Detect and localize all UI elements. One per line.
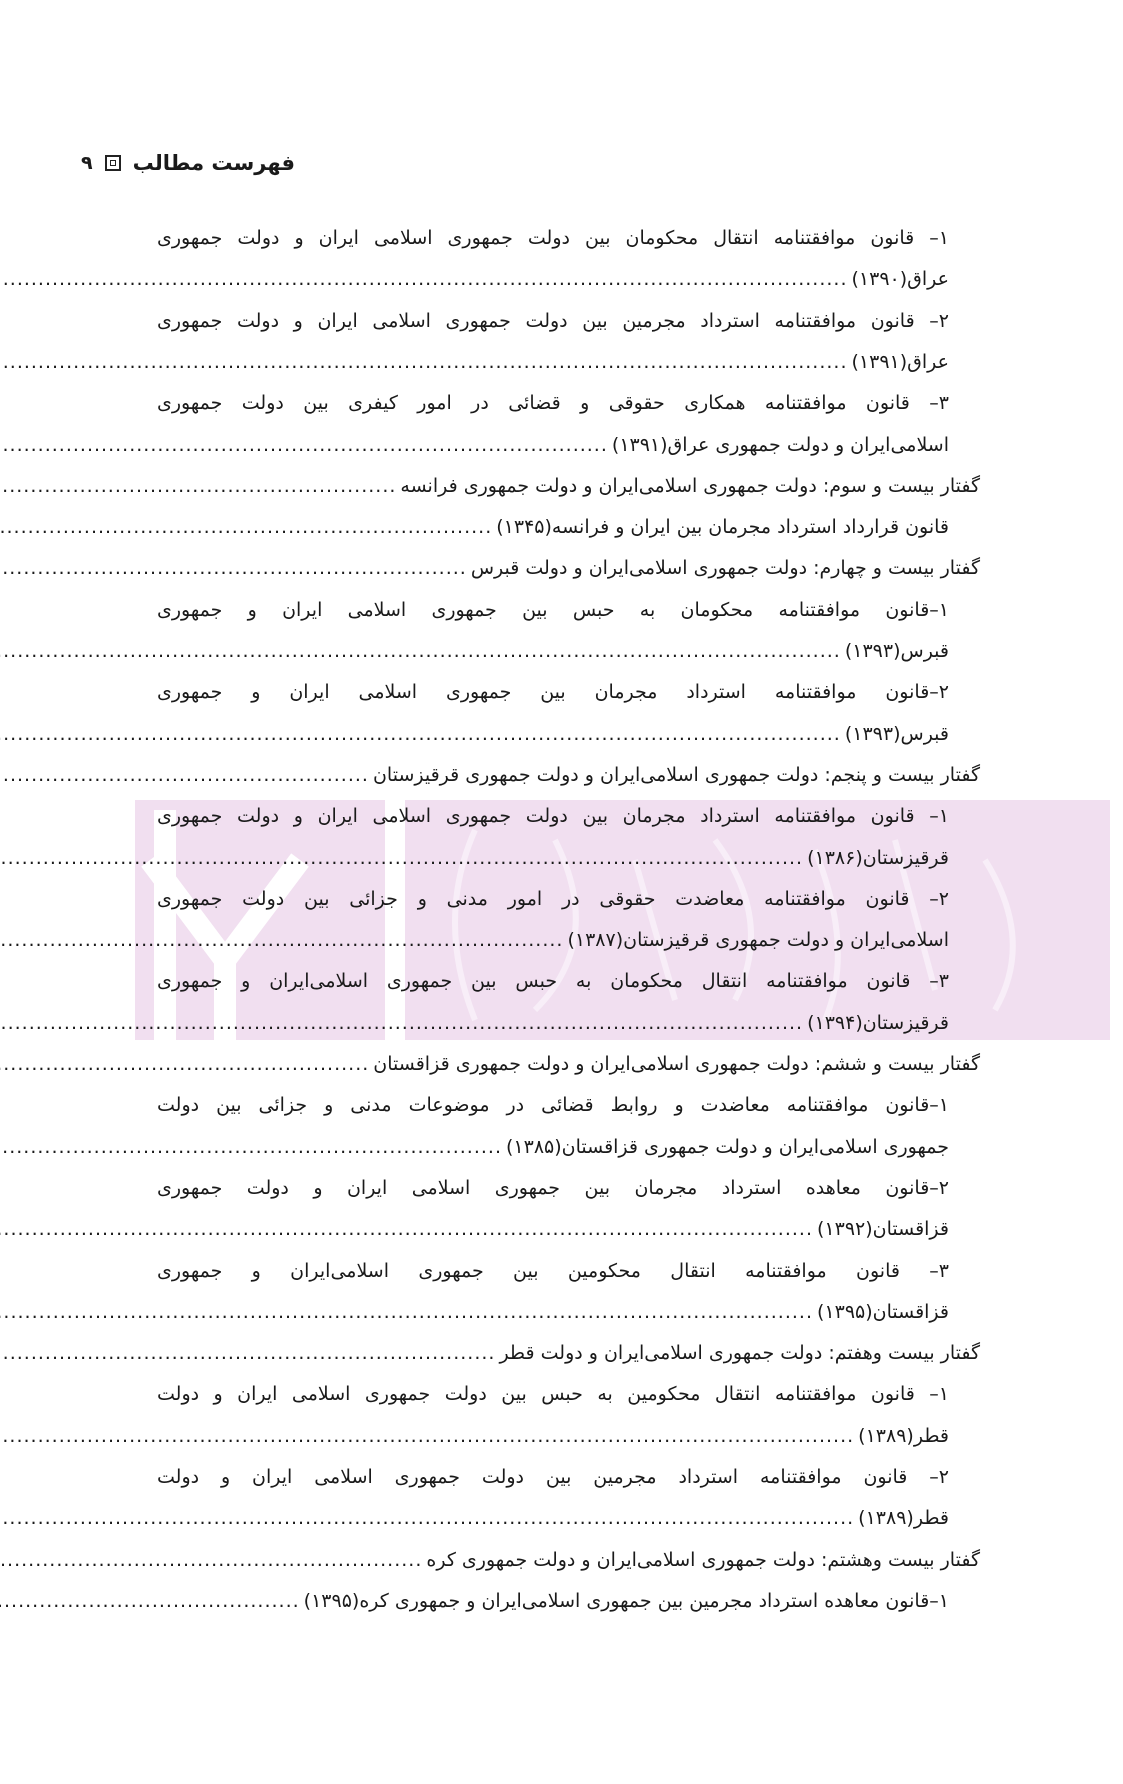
toc-entry-line[interactable] [73,920,949,960]
toc-chapter-line[interactable] [73,1044,980,1084]
toc-entry-text: قطر(۱۳۸۹) [858,1424,949,1447]
dot-leader [0,1342,499,1364]
toc-chapter-line[interactable] [73,1333,980,1373]
toc-entry-text: جمهوری اسلامی‌ایران و دولت جمهوری قزاقستان(۱۳۸۵) [505,1135,949,1158]
toc-entry-line[interactable] [157,1251,949,1291]
toc-entry-text: ۲– قانون موافقتنامه استرداد مجرمین بین دولت جمهوری اسلامی ایران و دولت [157,1466,949,1488]
toc-entry-text: ۱–قانون معاهده استرداد مجرمین بین جمهوری اسلامی‌ایران و جمهوری کره(۱۳۹۵) [303,1589,949,1612]
toc-entry-text: قزاقستان(۱۳۹۲) [816,1218,949,1241]
toc-entry-text: ۱–قانون موافقتنامه معاضدت و روابط قضائی در موضوعات مدنی و جزائی بین دولت [157,1094,949,1117]
dot-leader [0,1301,817,1323]
toc-entry-line[interactable] [157,383,949,423]
toc-entry-line[interactable] [73,1581,949,1621]
dot-leader [0,929,567,951]
toc-entry-line[interactable] [73,1498,949,1538]
toc-chapter-line[interactable] [73,548,980,588]
toc-entry-text: ۳– قانون موافقتنامه انتقال محکومان به حبس بین جمهوری اسلامی‌ایران و جمهوری [157,970,949,993]
dot-leader [0,723,845,745]
toc-entry-line[interactable] [73,1127,949,1167]
toc-entry-line[interactable] [73,259,949,299]
toc-entry-line[interactable] [157,1085,949,1125]
toc-entry-text: ۱– قانون موافقتنامه انتقال محکومان بین دولت جمهوری اسلامی ایران و دولت جمهوری [157,227,949,249]
toc-entry-line[interactable] [157,1457,949,1497]
dot-leader [0,764,373,786]
toc-entry-text: گفتار بیست وهشتم: دولت جمهوری اسلامی‌ایران و دولت جمهوری کره [426,1548,980,1571]
toc-entry-line[interactable] [73,631,949,671]
dot-leader [0,1136,506,1158]
dot-leader [0,640,845,662]
dot-leader [0,1053,373,1075]
toc-entry-text: قزاقستان(۱۳۹۵) [816,1300,949,1323]
toc-entry-line[interactable] [73,1003,949,1043]
dot-leader [0,1549,426,1571]
dot-leader [0,1425,858,1447]
page-header [80,143,295,183]
toc-entry-line[interactable] [73,1292,949,1332]
toc-entry-line[interactable] [157,961,949,1001]
toc-entry-line[interactable] [157,879,949,919]
toc-entry-line[interactable] [73,425,949,465]
dot-leader [0,268,851,290]
toc-entry-line[interactable] [73,1209,949,1249]
toc-chapter-line[interactable] [73,466,980,506]
toc-entry-text: ۱–قانون موافقتنامه محکومان به حبس بین جمهوری اسلامی ایران و جمهوری [157,598,949,621]
toc-entry-line[interactable] [157,1374,949,1414]
dot-leader [0,351,851,373]
toc-entry-text: ۱– قانون موافقتنامه استرداد مجرمان بین دولت جمهوری اسلامی ایران و دولت جمهوری [157,805,949,828]
page-number: ۹ [81,152,93,174]
toc-entry-line[interactable] [157,796,949,836]
dot-leader [0,847,807,869]
toc-entry-text: ۲– قانون موافقتنامه استرداد مجرمین بین دولت جمهوری اسلامی ایران و دولت جمهوری [157,309,949,332]
toc-entry-text: گفتار بیست و پنجم: دولت جمهوری اسلامی‌ایران و دولت جمهوری قرقیزستان [372,763,980,786]
toc-entry-text: ۲–قانون معاهده استرداد مجرمان بین جمهوری اسلامی ایران و دولت جمهوری [157,1176,949,1199]
toc-entry-text: گفتار بیست و چهارم: دولت جمهوری اسلامی‌ایران و دولت قبرس [470,557,980,580]
toc-entry-line[interactable] [157,1168,949,1208]
toc-entry-text: ۲– قانون موافقتنامه معاضدت حقوقی در امور مدنی و جزائی بین دولت جمهوری [157,887,949,910]
toc-entry-text: گفتار بیست و سوم: دولت جمهوری اسلامی‌ایران و دولت جمهوری فرانسه [400,474,980,497]
page-title: فهرست مطالب [132,151,295,175]
toc-entry-line[interactable] [73,342,949,382]
toc-entry-text: قبرس(۱۳۹۳) [844,640,949,662]
toc-entry-text: قرقیزستان(۱۳۸۶) [807,846,949,869]
dot-leader [0,557,471,579]
toc-entry-line[interactable] [73,1416,949,1456]
book-square-icon [105,155,121,171]
toc-entry-line[interactable] [73,714,949,754]
dot-leader [0,1590,304,1612]
toc-entry-text: ۲–قانون موافقتنامه استرداد مجرمان بین جمهوری اسلامی ایران و جمهوری [157,681,949,704]
dot-leader [0,1507,858,1529]
toc-entry-line[interactable] [157,672,949,712]
toc-entry-text: گفتار بیست وهفتم: دولت جمهوری اسلامی‌ایران و دولت قطر [499,1342,980,1365]
toc-entry-text: قانون قرارداد استرداد مجرمان بین ایران و فرانسه(۱۳۴۵) [496,516,949,539]
toc-entry-text: قبرس(۱۳۹۳) [844,722,949,745]
toc-entry-text: اسلامی‌ایران و دولت جمهوری قرقیزستان(۱۳۸۷) [567,929,949,952]
dot-leader [0,1218,817,1240]
toc-entry-line[interactable] [157,301,949,341]
toc-chapter-line[interactable] [73,755,980,795]
toc-entry-text: قرقیزستان(۱۳۹۴) [807,1011,949,1034]
toc-entry-line[interactable] [73,838,949,878]
toc-entry-text: اسلامی‌ایران و دولت جمهوری عراق(۱۳۹۱) [611,433,949,456]
toc-entry-text: عراق(۱۳۹۰) [851,268,949,291]
dot-leader [0,475,400,497]
dot-leader [0,516,496,538]
toc-entry-text: عراق(۱۳۹۱) [851,350,949,373]
toc-entry-text: قطر(۱۳۸۹) [858,1507,949,1530]
toc-entry-line[interactable] [157,218,949,258]
toc-entry-text: گفتار بیست و ششم: دولت جمهوری اسلامی‌ایران و دولت جمهوری قزاقستان [373,1053,980,1075]
toc-entry-line[interactable] [157,590,949,630]
dot-leader [0,1012,807,1034]
toc-entry-line[interactable] [73,507,949,547]
toc-entry-text: ۳– قانون موافقتنامه همکاری حقوقی و قضائی در امور کیفری بین دولت جمهوری [157,392,949,415]
dot-leader [0,434,612,456]
toc-chapter-line[interactable] [73,1540,980,1580]
toc-entry-text: ۱– قانون موافقتنامه انتقال محکومین به حبس بین دولت جمهوری اسلامی ایران و دولت [157,1383,949,1406]
toc-entry-text: ۳– قانون موافقتنامه انتقال محکومین بین جمهوری اسلامی‌ایران و جمهوری [157,1259,949,1282]
